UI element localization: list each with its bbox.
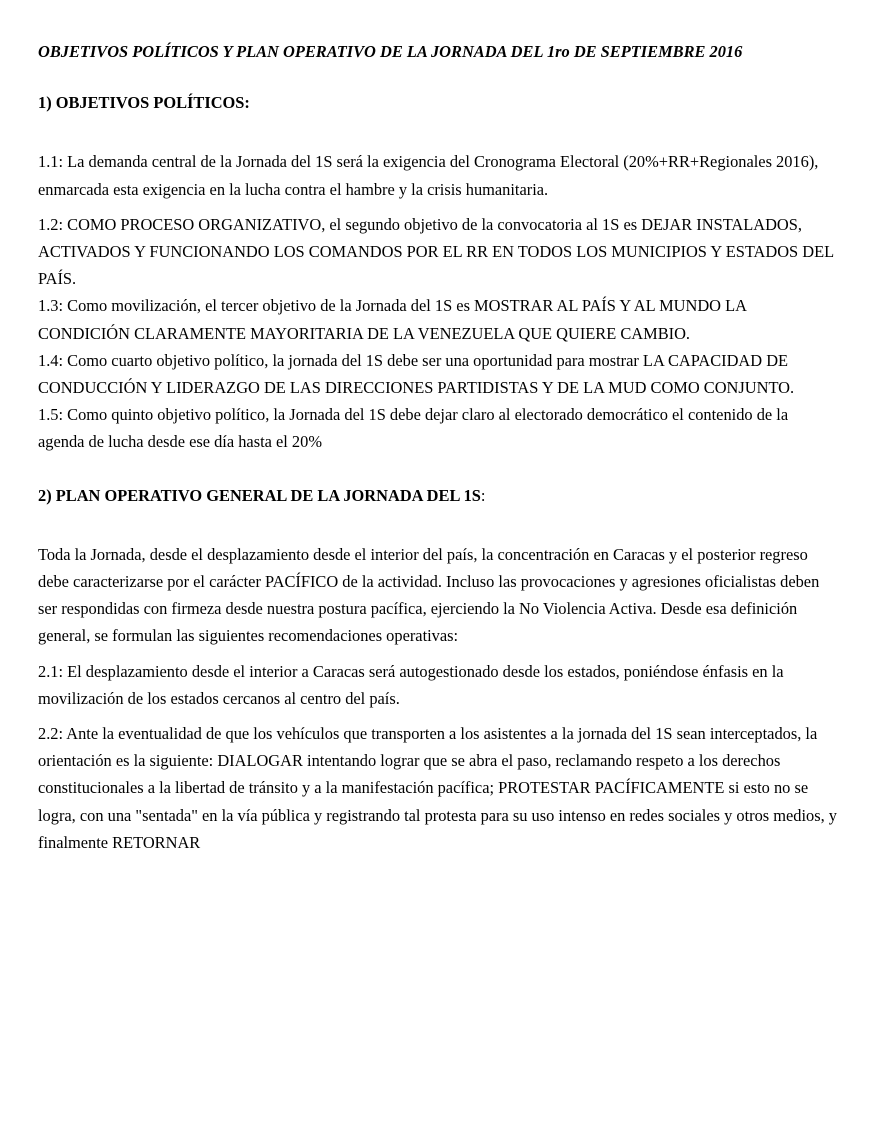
section-2-heading-text: 2) PLAN OPERATIVO GENERAL DE LA JORNADA DEL 1S <box>38 485 481 505</box>
section-1-heading: 1) OBJETIVOS POLÍTICOS: <box>38 93 250 113</box>
document-page <box>38 38 838 856</box>
objective-1-5: 1.5: Como quinto objetivo político, la Jornada del 1S debe dejar claro al electorado democrático el contenido de la agenda de lucha desde ese día hasta el 20% <box>38 405 789 452</box>
document-title: OBJETIVOS POLÍTICOS Y PLAN OPERATIVO DE LA JORNADA DEL 1ro DE SEPTIEMBRE 2016 <box>38 42 743 61</box>
section-2-intro: Toda la Jornada, desde el desplazamiento desde el interior del país, la concentración en Caracas y el posterior regreso debe caracterizarse por el carácter PACÍFICO de la actividad. Incluso las provocaciones y agresiones oficialistas deben ser respondidas con firmeza desde nuestra postura pacífica, ejerciendo la No Violencia Activa. Desde esa definición general, se formulan las siguientes recomendaciones operativas: <box>38 544 820 646</box>
recommendation-2-2: 2.2: Ante la eventualidad de que los vehículos que transporten a los asistentes a la jornada del 1S sean interceptados, la orientación es la siguiente: DIALOGAR intentando lograr que se abra el paso, reclamando respeto a los derechos constitucionales a la libertad de tránsito y a la manifestación pacífica; PROTESTAR PACÍFICAMENTE si esto no se logra, con una "sentada" en la vía pública y registrando tal protesta para su uso intenso en redes sociales y otros medios, y finalmente RETORNAR <box>38 724 837 852</box>
section-2-heading-colon: : <box>480 485 486 505</box>
objective-1-3: 1.3: Como movilización, el tercer objetivo de la Jornada del 1S es MOSTRAR AL PAÍS Y AL MUNDO LA CONDICIÓN CLARAMENTE MAYORITARIA DE LA VENEZUELA QUE QUIERE CAMBIO. <box>38 296 747 343</box>
section-2-heading <box>38 482 838 509</box>
objective-1-1: 1.1: La demanda central de la Jornada del 1S será la exigencia del Cronograma Electoral (20%+RR+Regionales 2016), enmarcada esta exigencia en la lucha contra el hambre y la crisis humanitaria. <box>38 152 819 199</box>
objective-1-4: 1.4: Como cuarto objetivo político, la jornada del 1S debe ser una oportunidad para mostrar LA CAPACIDAD DE CONDUCCIÓN Y LIDERAZGO DE LAS DIRECCIONES PARTIDISTAS Y DE LA MUD COMO CONJUNTO. <box>38 350 795 398</box>
objective-1-2: 1.2: COMO PROCESO ORGANIZATIVO, el segundo objetivo de la convocatoria al 1S es DEJAR INSTALADOS, ACTIVADOS Y FUNCIONANDO LOS COMANDOS POR EL RR EN TODOS LOS MUNICIPIOS Y ESTADOS DEL PAÍS. <box>38 214 834 289</box>
recommendation-2-1: 2.1: El desplazamiento desde el interior a Caracas será autogestionado desde los estados, poniéndose énfasis en la movilización de los estados cercanos al centro del país. <box>38 661 784 708</box>
